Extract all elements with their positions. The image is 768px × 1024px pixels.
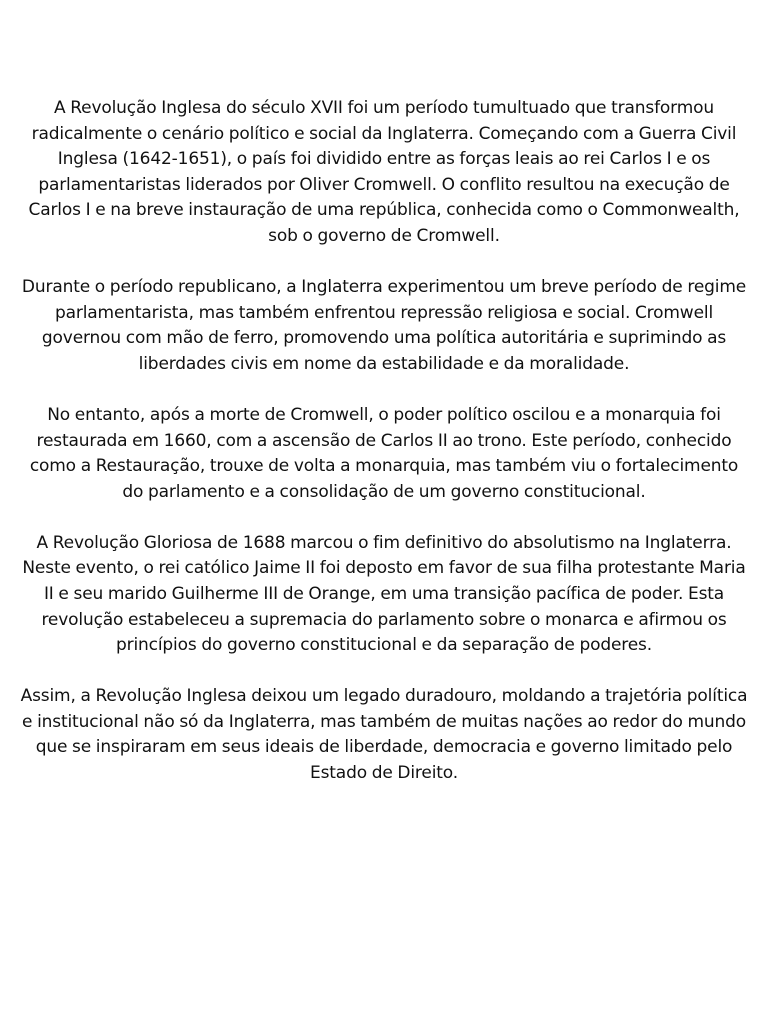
paragraph-glorious-revolution: A Revolução Gloriosa de 1688 marcou o fim definitivo do absolutismo na Inglaterra. Neste evento, o rei católico Jaime II foi deposto em favor de sua filha protestante Maria II e seu marido Guilherme III de Orange, em uma transição pacífica de poder. Esta revolução estabeleceu a supremacia do parlamento sobre o monarca e afirmou os princípios do governo constitucional e da separação de poderes. bbox=[22, 532, 746, 656]
document-body bbox=[20, 96, 748, 812]
paragraph-republican-period: Durante o período republicano, a Inglaterra experimentou um breve período de regime parlamentarista, mas também enfrentou repressão religiosa e social. Cromwell governou com mão de ferro, promovendo uma política autoritária e suprimindo as liberdades civis em nome da estabilidade e da moralidade. bbox=[21, 277, 747, 374]
paragraph-restoration: No entanto, após a morte de Cromwell, o poder político oscilou e a monarquia foi restaurada em 1660, com a ascensão de Carlos II ao trono. Este período, conhecido como a Restauração, trouxe de volta a monarquia, mas também viu o fortalecimento do parlamento e a consolidação de um governo constitucional. bbox=[29, 404, 739, 502]
paragraph-english-civil-war: A Revolução Inglesa do século XVII foi um período tumultuado que transformou radicalmente o cenário político e social da Inglaterra. Começando com a Guerra Civil Inglesa (1642-1651), o país foi dividido entre as forças leais ao rei Carlos I e os parlamentaristas liderados por Oliver Cromwell. O conflito resultou na execução de Carlos I e na breve instauração de uma república, conhecida como o Commonwealth, sob o governo de Cromwell. bbox=[28, 98, 740, 246]
paragraph-legacy: Assim, a Revolução Inglesa deixou um legado duradouro, moldando a trajetória política e institucional não só da Inglaterra, mas também de muitas nações ao redor do mundo que se inspiraram em seus ideais de liberdade, democracia e governo limitado pelo Estado de Direito. bbox=[20, 686, 748, 784]
